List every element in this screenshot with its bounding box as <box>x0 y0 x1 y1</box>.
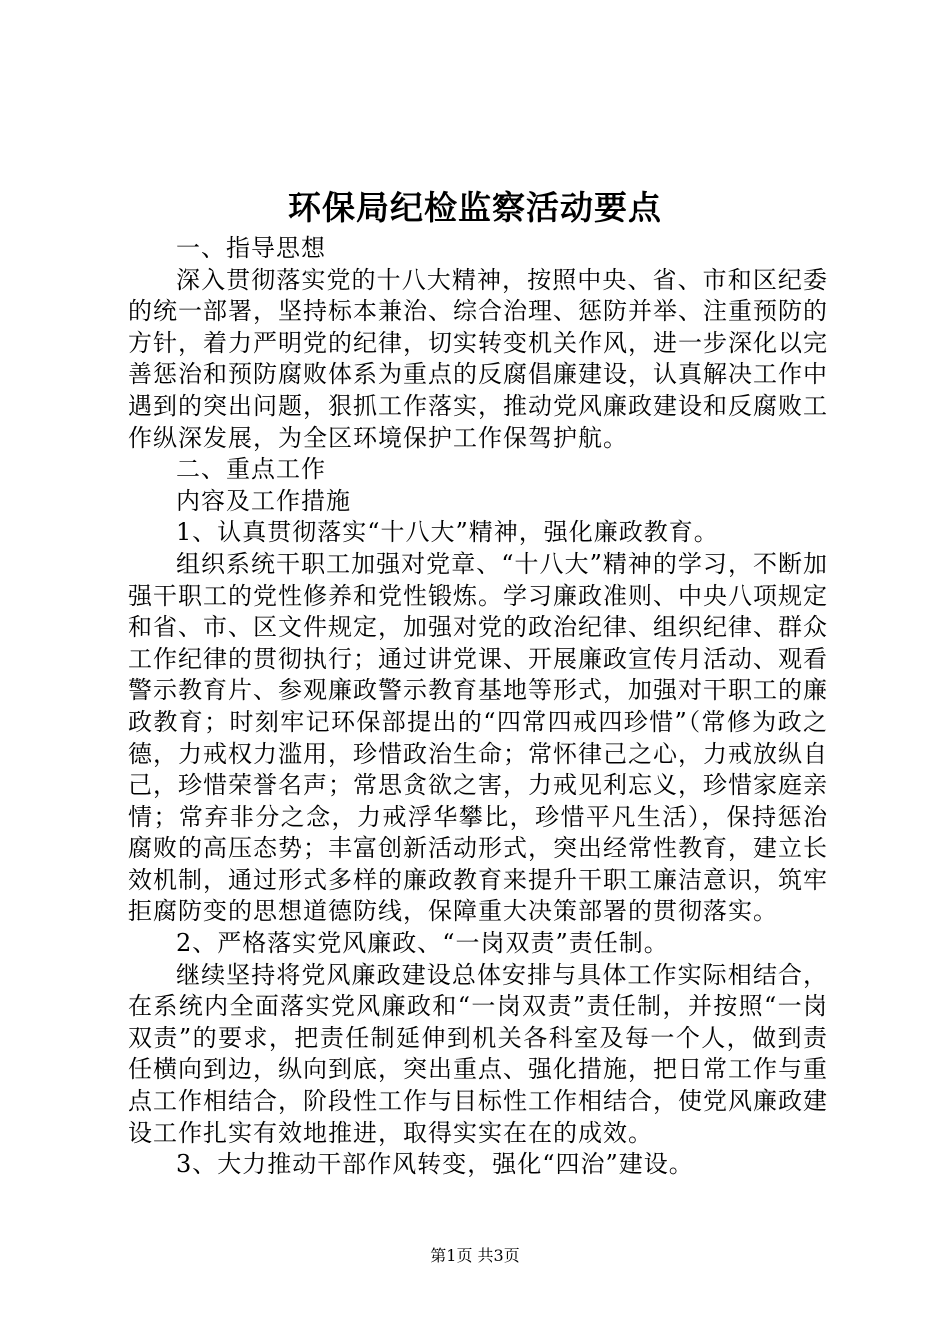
document-body <box>128 233 828 1181</box>
subheading-measures: 内容及工作措施 <box>176 486 351 515</box>
item-heading-2: 2、严格落实党风廉政、“一岗双责”责任制。 <box>176 929 669 958</box>
item-heading-3: 3、大力推动干部作风转变，强化“四治”建设。 <box>176 1150 694 1179</box>
section-heading-guiding-thought: 一、指导思想 <box>176 234 326 262</box>
paragraph-item-1: 组织系统干职工加强对党章、“十八大”精神的学习，不断加强干职工的党性修养和党性锻炼。学习廉政准则、中央八项规定和省、市、区文件规定，加强对党的政治纪律、组织纪律、群众工作纪律的贯彻执行；通过讲党课、开展廉政宣传月活动、观看警示教育片、参观廉政警示教育基地等形式，加强对干职工的廉政教育；时刻牢记环保部提出的“四常四戒四珍惜”（常修为政之德，力戒权力滥用，珍惜政治生命；常怀律己之心，力戒放纵自己，珍惜荣誉名声；常思贪欲之害，力戒见利忘义，珍惜家庭亲情；常弃非分之念，力戒浮华攀比，珍惜平凡生活），保持惩治腐败的高压态势；丰富创新活动形式，突出经常性教育，建立长效机制，通过形式多样的廉政教育来提升干职工廉洁意识，筑牢拒腐防变的思想道德防线，保障重大决策部署的贯彻落实。 <box>128 549 828 926</box>
paragraph-item-2: 继续坚持将党风廉政建设总体安排与具体工作实际相结合，在系统内全面落实党风廉政和“一岗双责”责任制，并按照“一岗双责”的要求，把责任制延伸到机关各科室及每一个人，做到责任横向到边，纵向到底，突出重点、强化措施，把日常工作与重点工作相结合，阶段性工作与目标性工作相结合，使党风廉政建设工作扎实有效地推进，取得实实在在的成效。 <box>128 960 828 1147</box>
page-number-footer: 第1页 共3页 <box>430 1246 520 1265</box>
document-title: 环保局纪检监察活动要点 <box>288 188 662 227</box>
section-heading-key-work: 二、重点工作 <box>176 455 326 484</box>
paragraph-guiding-thought: 深入贯彻落实党的十八大精神，按照中央、省、市和区纪委的统一部署，坚持标本兼治、综合治理、惩防并举、注重预防的方针，着力严明党的纪律，切实转变机关作风，进一步深化以完善惩治和预防腐败体系为重点的反腐倡廉建设，认真解决工作中遇到的突出问题，狠抓工作落实，推动党风廉政建设和反腐败工作纵深发展，为全区环境保护工作保驾护航。 <box>128 265 828 452</box>
item-heading-1: 1、认真贯彻落实“十八大”精神，强化廉政教育。 <box>176 518 719 547</box>
